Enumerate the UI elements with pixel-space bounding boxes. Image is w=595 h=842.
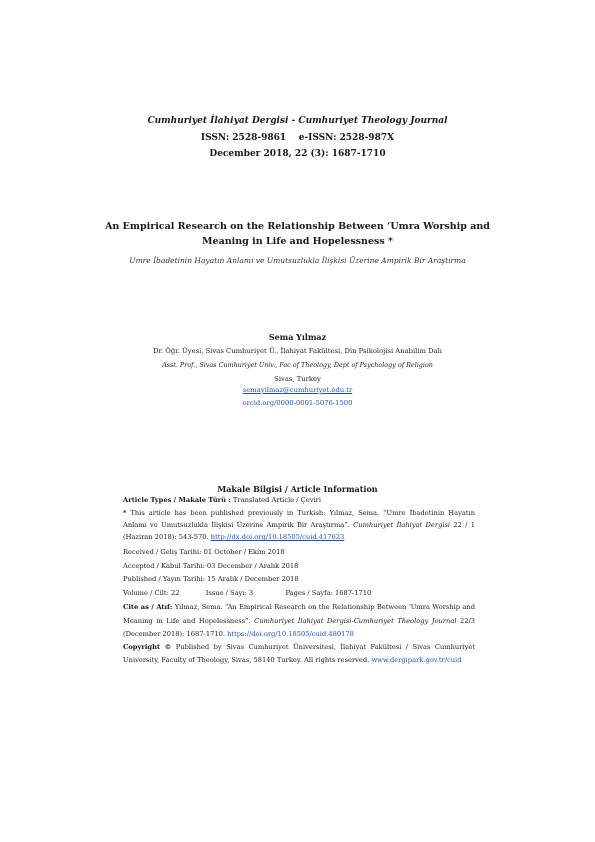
- published-row: [123, 575, 299, 583]
- copyright-text: Published by Sivas Cumhuriyet Üniversitesi, İlahiyat Fakültesi / Sivas Cumhuriyet University, Faculty of Theology, Sivas, 58140 Turkey. All rights reserved.: [123, 643, 475, 664]
- author-name: Sema Yılmaz: [268, 332, 327, 342]
- article-subtitle: Umre İbadetinin Hayatın Anlamı ve Umutsuzlukla İlişkisi Üzerine Ampirik Bir Araştırma: [129, 256, 466, 265]
- issue-label: Issue / Sayı:: [205, 589, 247, 597]
- pages-value: 1687-1710: [332, 589, 372, 597]
- cite-doi-link[interactable]: https://doi.org/10.18505/cuid.480178: [227, 630, 354, 638]
- author-orcid-link[interactable]: orcid.org/0000-0001-5076-1500: [242, 399, 353, 407]
- article-title-line2: Meaning in Life and Hopelessness *: [202, 236, 393, 247]
- translation-note: [123, 507, 475, 543]
- pages-label: Pages / Sayfa:: [285, 589, 333, 597]
- citation: [123, 601, 475, 642]
- cite-text: Yılmaz, Sema. “An Empirical Research on the Relationship Between ‘Umra Worship and Meaning in Life and Hopelessness”.: [123, 603, 475, 625]
- cite-label: Cite as / Atıf:: [123, 603, 173, 611]
- author-email-link[interactable]: semayilmaz@cumhuriyet.edu.tr: [242, 386, 353, 394]
- article-type-label: Article Types / Makale Türü :: [123, 496, 231, 504]
- journal-title: Cumhuriyet İlahiyat Dergisi - Cumhuriyet Theology Journal: [147, 116, 448, 126]
- article-title-line1: An Empirical Research on the Relationship Between ‘Umra Worship and: [105, 221, 490, 232]
- note-star: *: [123, 509, 127, 517]
- published-label: Published / Yayın Tarihi:: [123, 575, 206, 583]
- affiliation-tr: Dr. Öğr. Üyesi, Sivas Cumhuriyet Ü., İlahiyat Fakültesi, Din Psikolojisi Anabilim Dalı: [153, 347, 442, 355]
- accepted-label: Accepted / Kabul Tarihi:: [123, 562, 205, 570]
- affiliation-en: Asst. Prof., Sivas Cumhuriyet Univ., Fac of Theology, Dept of Psychology of Religion: [162, 361, 433, 369]
- article-type-value: Translated Article / Çeviri: [230, 496, 322, 504]
- note-journal: Cumhuriyet İlahiyat Dergisi: [349, 521, 451, 529]
- website-link[interactable]: www.dergipark.gov.tr/cuid: [371, 656, 462, 664]
- received-label: Received / Geliş Tarihi:: [123, 548, 202, 556]
- author-orcid-row: [0, 399, 595, 407]
- issue-value: 3: [246, 589, 254, 597]
- accepted-value: 03 December / Aralık 2018: [204, 562, 299, 570]
- note-text: This article has been published previously in Turkish: Yılmaz, Sema. “Umre İbadetinin Hayatın Anlamı ve Umutsuzlukla İlişkisi Üzerine Ampirik Bir Araştırma”.: [123, 509, 475, 529]
- published-value: 15 Aralık / December 2018: [205, 575, 299, 583]
- author-city: Sivas, Turkey: [274, 375, 321, 383]
- volume-label: Volume / Cilt:: [123, 589, 169, 597]
- copyright-label: Copyright ©: [123, 643, 172, 651]
- author-email-row: [0, 386, 595, 394]
- accepted-row: [123, 562, 298, 570]
- issn: ISSN: 2528-9861: [200, 133, 287, 143]
- received-row: [123, 548, 285, 556]
- note-rest: 22 / 1 (Haziran 2018): 543-570.: [123, 521, 475, 541]
- article-info-heading: Makale Bilgisi / Article Information: [217, 484, 378, 494]
- copyright: [123, 641, 475, 667]
- volume-value: 22: [168, 589, 180, 597]
- issue-date: December 2018, 22 (3): 1687-1710: [209, 149, 386, 159]
- cite-journal: Cumhuriyet İlahiyat Dergisi-Cumhuriyet Theology Journal: [250, 616, 457, 625]
- received-value: 01 October / Ekim 2018: [201, 548, 285, 556]
- eissn: e-ISSN: 2528-987X: [298, 133, 395, 143]
- issn-line: [0, 133, 595, 143]
- volume-row: [123, 589, 371, 597]
- note-doi-link[interactable]: http://dx.doi.org/10.18505/cuid.417623: [210, 533, 345, 541]
- cite-rest: 22/3 (December 2018): 1687-1710.: [123, 616, 475, 638]
- article-type-row: [123, 496, 321, 504]
